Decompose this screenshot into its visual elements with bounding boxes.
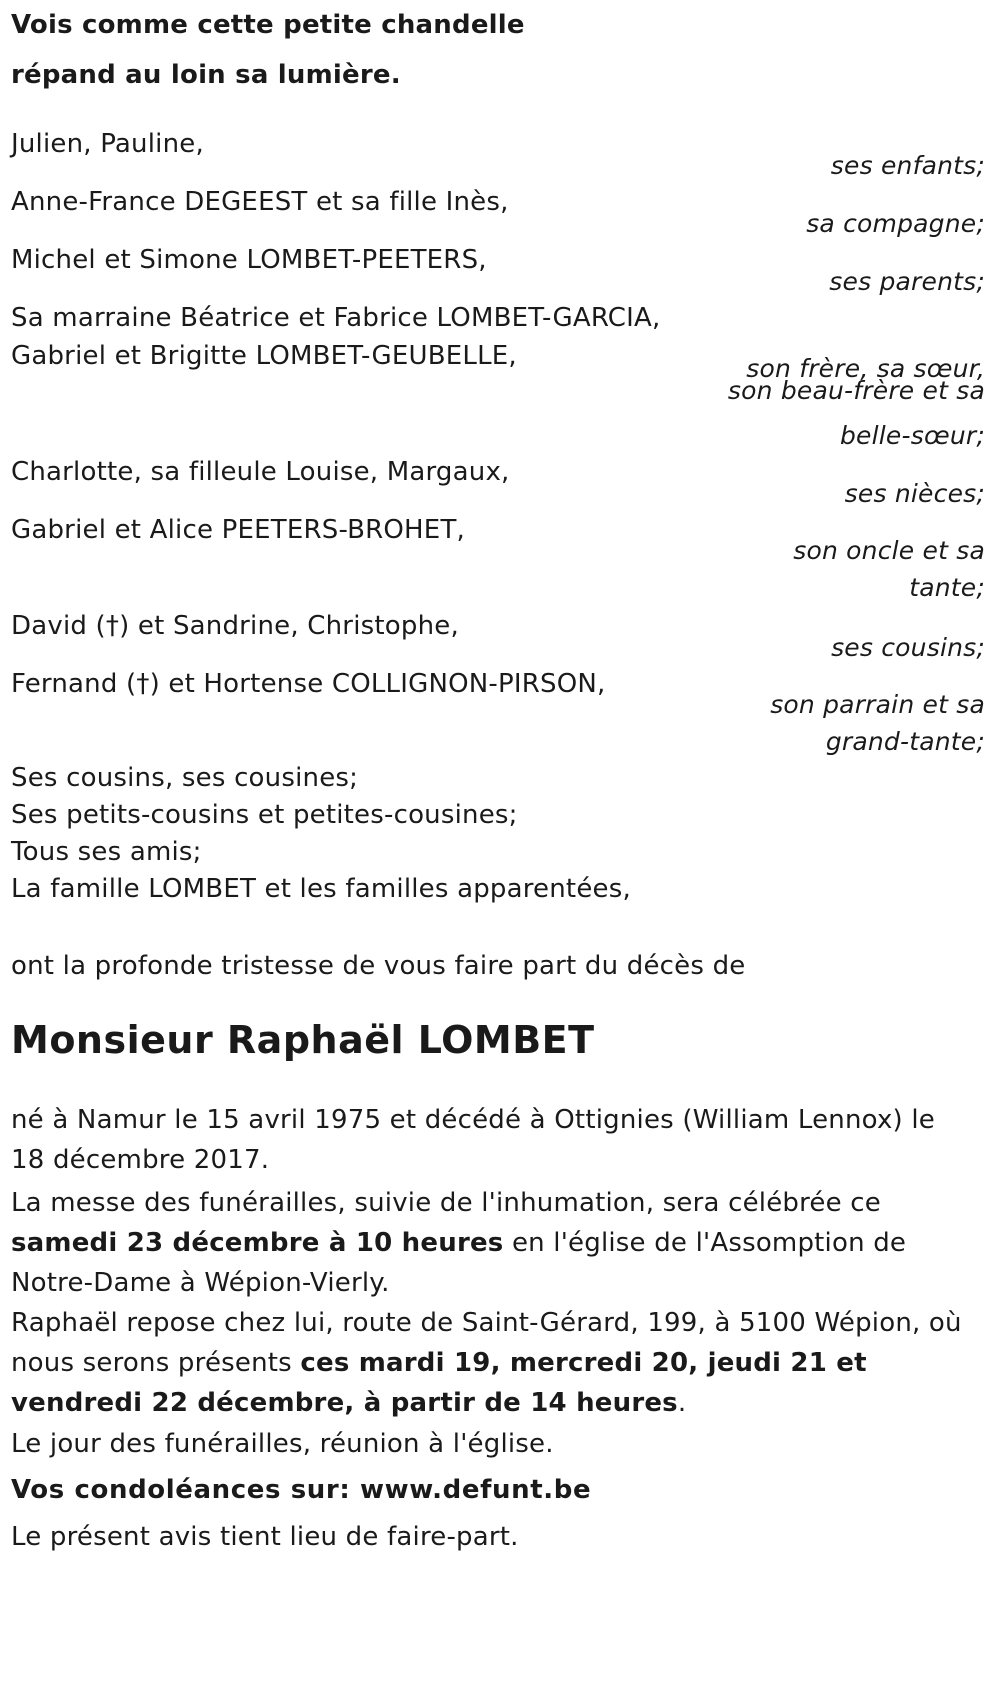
family-role: sa compagne;	[806, 209, 985, 238]
family-name: Fernand (†) et Hortense COLLIGNON-PIRSON,	[11, 669, 606, 699]
family-role: belle-sœur;	[839, 421, 985, 450]
family-role: ses parents;	[829, 267, 985, 296]
visitation-text-end: .	[677, 1388, 687, 1418]
birth-death-text: né à Namur le 15 avril 1975 et décédé à Ottignies (William Lennox) le 18 décembre 2017.	[11, 1105, 935, 1175]
visitation-text	[11, 1303, 971, 1423]
mass-text	[11, 1183, 971, 1303]
deceased-name: Monsieur Raphaël LOMBET	[11, 1018, 595, 1062]
funeral-day-text: Le jour des funérailles, réunion à l'église.	[11, 1429, 554, 1459]
family-role	[793, 532, 985, 606]
family-role: ses nièces;	[844, 479, 985, 508]
family-role-line: tante;	[909, 573, 985, 602]
mass-text-start: La messe des funérailles, suivie de l'inhumation, sera célébrée ce	[11, 1188, 881, 1218]
family-role-line: son parrain et sa	[770, 690, 985, 719]
verse-line-1: Vois comme cette petite chandelle	[11, 10, 525, 40]
visitation-dates: ces mardi 19, mercredi 20, jeudi 21 et vendredi 22 décembre, à partir de 14 heures	[11, 1348, 867, 1418]
visitation-text-start: Raphaël repose chez lui, route de Saint-Gérard, 199, à 5100 Wépion, où nous serons présents	[11, 1308, 962, 1378]
announcement: ont la profonde tristesse de vous faire part du décès de	[11, 951, 746, 981]
family-role: ses cousins;	[831, 633, 985, 662]
family-role	[770, 686, 985, 760]
family-name: Gabriel et Alice PEETERS-BROHET,	[11, 515, 465, 545]
family-name: Michel et Simone LOMBET-PEETERS,	[11, 245, 487, 275]
extended-family-line: La famille LOMBET et les familles apparentées,	[11, 874, 631, 904]
family-role-line: grand-tante;	[825, 727, 985, 756]
mass-text-end: en l'église de l'Assomption de Notre-Dame à Wépion-Vierly.	[11, 1228, 907, 1298]
extended-family	[11, 760, 979, 908]
family-name: Gabriel et Brigitte LOMBET-GEUBELLE,	[11, 341, 517, 371]
verse	[11, 0, 979, 100]
notice-text: Le présent avis tient lieu de faire-part.	[11, 1522, 519, 1552]
extended-family-line: Tous ses amis;	[11, 837, 202, 867]
family-role	[727, 354, 985, 405]
condolences-text: Vos condoléances sur: www.defunt.be	[11, 1475, 592, 1505]
family-role: ses enfants;	[830, 151, 985, 180]
verse-line-2: répand au loin sa lumière.	[11, 60, 401, 90]
family-name: David (†) et Sandrine, Christophe,	[11, 611, 459, 641]
family-role-line: son frère, sa sœur,	[746, 354, 985, 383]
family-name: Sa marraine Béatrice et Fabrice LOMBET-GARCIA,	[11, 303, 661, 333]
extended-family-line: Ses cousins, ses cousines;	[11, 763, 359, 793]
family-name: Charlotte, sa filleule Louise, Margaux,	[11, 457, 510, 487]
family-role-line: son oncle et sa	[793, 536, 985, 565]
mass-date: samedi 23 décembre à 10 heures	[11, 1228, 504, 1258]
extended-family-line: Ses petits-cousins et petites-cousines;	[11, 800, 518, 830]
family-role-line: son beau-frère et sa	[727, 376, 985, 405]
family-name: Anne-France DEGEEST et sa fille Inès,	[11, 187, 509, 217]
family-name: Julien, Pauline,	[11, 129, 204, 159]
